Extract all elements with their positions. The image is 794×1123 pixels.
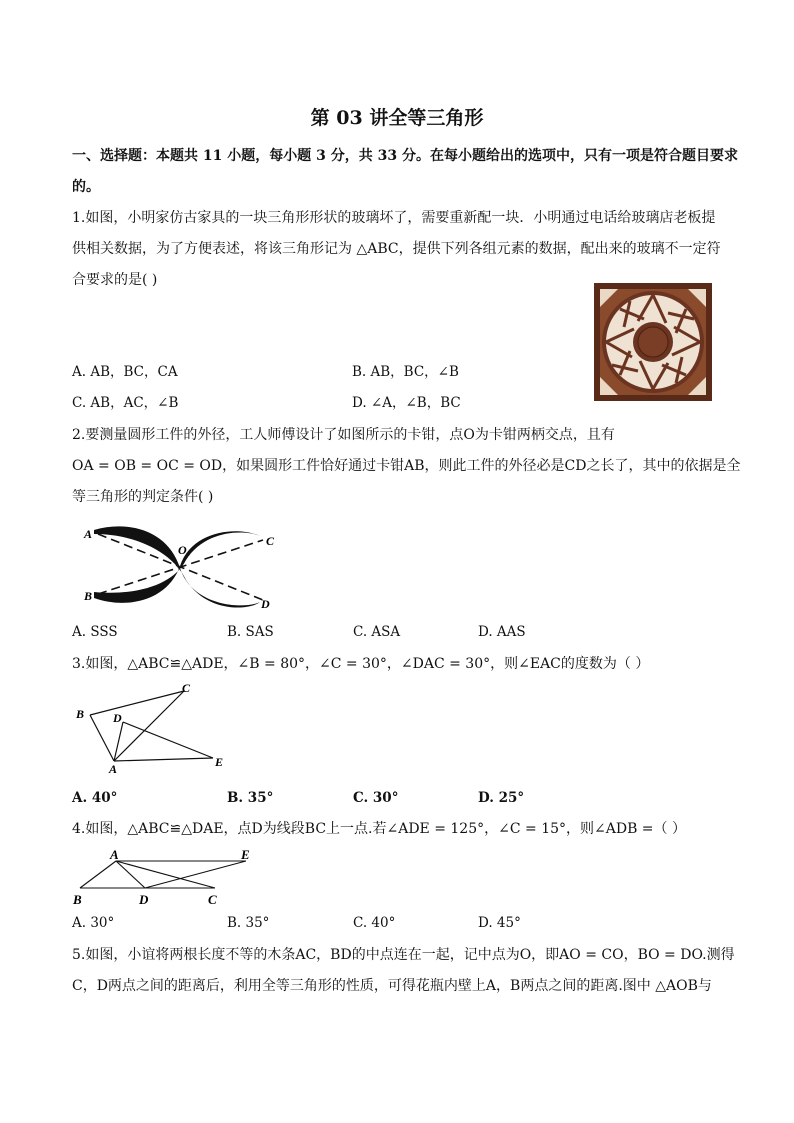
q4-option-d: D. 45° [478, 915, 521, 931]
q2-figure-caliper [78, 520, 288, 616]
q2-option-a: A. SSS [72, 624, 118, 640]
page-title: 第 03 讲全等三角形 [310, 107, 484, 129]
q4-label-c: C [208, 892, 217, 907]
q3-option-b: B. 35° [227, 790, 274, 806]
q3-text-line1: 3.如图，△ABC≌△ADE，∠B = 80°，∠C = 30°，∠DAC = 30°，则∠EAC的度数为（ ） [72, 656, 650, 672]
q2-label-c: C [266, 534, 275, 548]
q3-label-b: B [76, 707, 85, 721]
q3-label-d: D [113, 711, 122, 725]
q1-text-line3: 合要求的是( ) [72, 272, 158, 288]
q3-option-d: D. 25° [478, 790, 525, 806]
q4-label-a: A [110, 847, 119, 862]
q3-option-c: C. 30° [353, 790, 399, 806]
q2-option-b: B. SAS [227, 624, 274, 640]
q3-option-a: A. 40° [72, 790, 118, 806]
q1-option-b: B. AB，BC，∠B [352, 364, 459, 380]
q4-label-e: E [241, 847, 250, 862]
q4-option-a: A. 30° [72, 915, 115, 931]
q4-label-b: B [73, 892, 82, 907]
q1-text-line2: 供相关数据，为了方便表述，将该三角形记为 △ABC，提供下列各组元素的数据，配出来的玻璃不一定符 [72, 241, 721, 257]
section-heading-line1: 一、选择题：本题共 11 小题，每小题 3 分，共 33 分。在每小题给出的选项中，只有一项是符合题目要求 [72, 148, 738, 164]
q5-text-line1: 5.如图，小谊将两根长度不等的木条AC，BD的中点连在一起，记中点为O，即AO = CO，BO = DO.测得 [72, 947, 735, 963]
q5-text-line2: C，D两点之间的距离后，利用全等三角形的性质，可得花瓶内壁上A，B两点之间的距离.图中 △AOB与 [72, 978, 712, 994]
q4-figure-triangles [70, 844, 260, 908]
q2-option-d: D. AAS [478, 624, 526, 640]
q2-label-o: O [178, 543, 187, 557]
q2-option-c: C. ASA [353, 624, 401, 640]
q1-option-d: D. ∠A，∠B，BC [352, 395, 461, 411]
q2-label-d: D [261, 597, 270, 611]
q1-text-line1: 1.如图，小明家仿古家具的一块三角形形状的玻璃坏了，需要重新配一块．小明通过电话给玻璃店老板提 [72, 210, 716, 226]
q1-option-c: C. AB，AC，∠B [72, 395, 179, 411]
q4-text-line1: 4.如图，△ABC≌△DAE，点D为线段BC上一点.若∠ADE = 125°，∠C = 15°，则∠ADB =（ ） [72, 821, 686, 837]
q4-option-b: B. 35° [227, 915, 270, 931]
q1-option-a: A. AB，BC，CA [72, 364, 178, 380]
q2-text-line3: 等三角形的判定条件( ) [72, 489, 214, 505]
q3-label-a: A [109, 762, 118, 776]
q1-figure-glass-panel [594, 283, 712, 401]
section-heading-line2: 的。 [72, 179, 100, 195]
q2-text-line1: 2.要测量圆形工件的外径，工人师傅设计了如图所示的卡钳，点O为卡钳两柄交点，且有 [72, 427, 615, 443]
q3-label-c: C [182, 682, 191, 695]
q2-text-line2: OA = OB = OC = OD，如果圆形工件恰好通过卡钳AB，则此工件的外径必是CD之长了，其中的依据是全 [72, 458, 741, 474]
q3-figure-triangles [72, 682, 242, 776]
q2-label-a: A [84, 527, 93, 541]
q3-label-e: E [215, 755, 224, 769]
q4-label-d: D [139, 892, 149, 907]
q4-option-c: C. 40° [353, 915, 396, 931]
q2-label-b: B [84, 589, 93, 603]
